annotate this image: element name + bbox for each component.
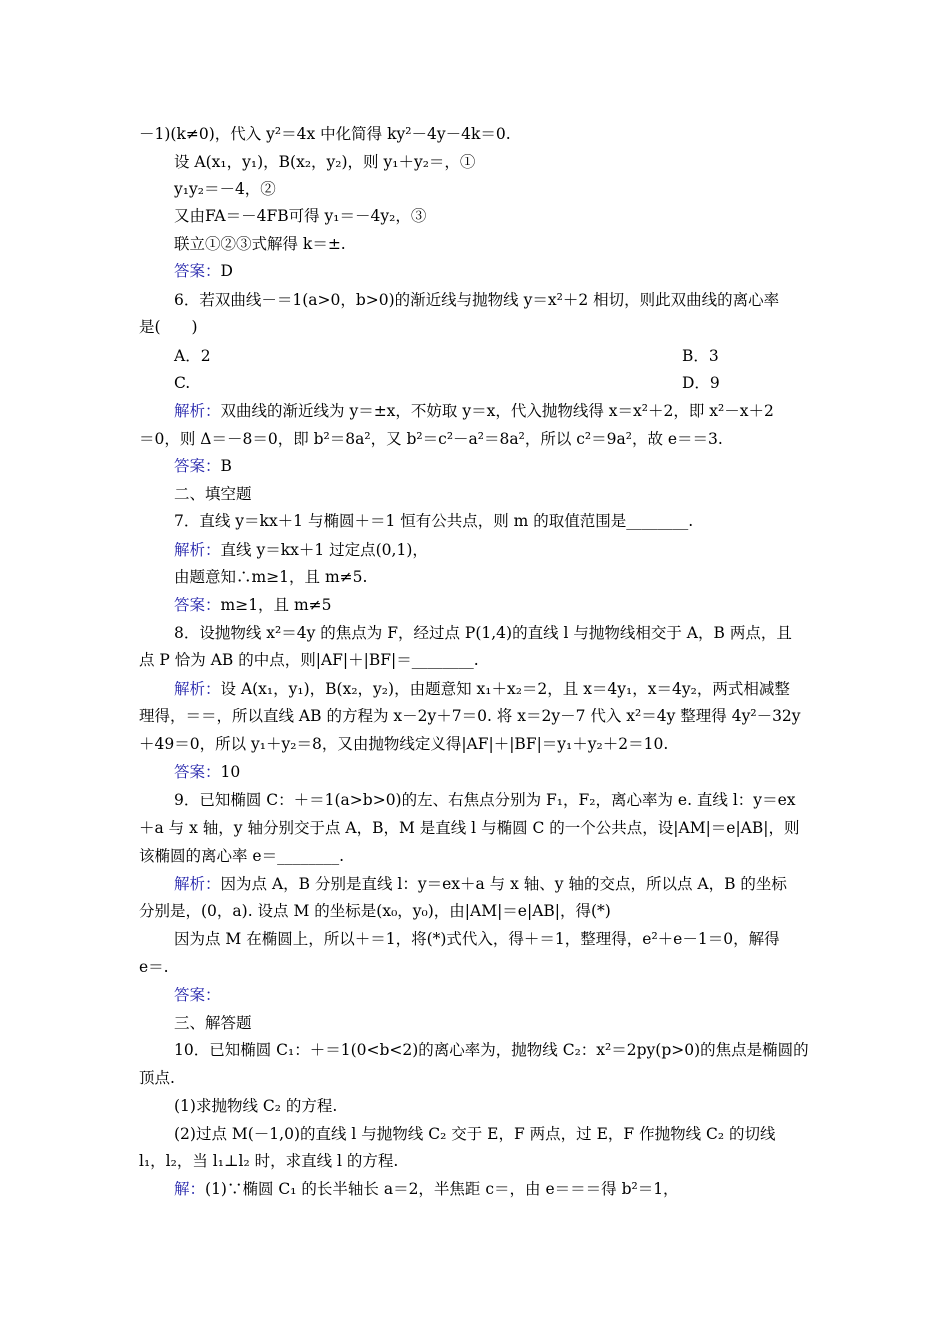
section-heading: 二、填空题 xyxy=(174,485,252,503)
text-line: 是( ) xyxy=(139,318,198,336)
analysis-label: 解析： xyxy=(174,402,221,420)
text-line: ＋49＝0，所以 y₁＋y₂＝8，又由抛物线定义得|AF|＋|BF|＝y₁＋y₂＋2＝10. xyxy=(139,735,669,753)
option-row xyxy=(174,373,829,393)
text-line: 该椭圆的离心率 e＝________. xyxy=(139,847,345,865)
analysis-label: 解析： xyxy=(174,875,221,893)
text-line: ＋a 与 x 轴，y 轴分别交于点 A，B，M 是直线 l 与椭圆 C 的一个公共点，设|AM|＝e|AB|，则 xyxy=(139,819,800,837)
text-line: 理得，＝＝，所以直线 AB 的方程为 x－2y＋7＝0. 将 x＝2y－7 代入 x²＝4y 整理得 4y²－32y xyxy=(139,707,801,725)
text-line: ＝0，则 Δ＝－8＝0，即 b²＝8a²，又 b²＝c²－a²＝8a²，所以 c²＝9a²，故 e＝＝3. xyxy=(139,430,723,448)
text-line: e＝. xyxy=(139,958,169,976)
text-line: 因为点 M 在椭圆上，所以＋＝1，将(*)式代入，得＋＝1，整理得，e²＋e－1＝0，解得 xyxy=(174,930,780,948)
answer-label: 答案： xyxy=(174,763,221,781)
analysis-label: 解析： xyxy=(174,680,221,698)
text-line: 又由FA＝－4FB可得 y₁＝－4y₂，③ xyxy=(174,207,427,225)
question-8: 8．设抛物线 x²＝4y 的焦点为 F，经过点 P(1,4)的直线 l 与抛物线相交于 A，B 两点，且 xyxy=(174,624,792,642)
answer-line: 答案：10 xyxy=(174,763,241,781)
text-line: (1)求抛物线 C₂ 的方程. xyxy=(174,1097,338,1115)
answer-label: 答案： xyxy=(174,457,221,475)
answer-line: 答案：D xyxy=(174,262,233,280)
answer-label: 答案： xyxy=(174,986,221,1004)
answer-line: 答案：m≥1，且 m≠5 xyxy=(174,596,332,614)
text-line: l₁，l₂，当 l₁⊥l₂ 时，求直线 l 的方程. xyxy=(139,1152,399,1170)
option-c: C. xyxy=(174,374,191,392)
text-line: －1)(k≠0)，代入 y²＝4x 中化简得 ky²－4y－4k＝0. xyxy=(139,125,511,143)
answer-line: 答案：B xyxy=(174,457,232,475)
text-line: y₁y₂＝－4，② xyxy=(174,180,276,198)
analysis-line: 解析：设 A(x₁，y₁)，B(x₂，y₂)，由题意知 x₁＋x₂＝2，且 x＝4y₁，x＝4y₂，两式相减整 xyxy=(174,680,790,698)
answer-line xyxy=(174,985,829,1005)
question-6: 6．若双曲线－＝1(a>0，b>0)的渐近线与抛物线 y＝x²＋2 相切，则此双曲线的离心率 xyxy=(174,291,780,309)
analysis-line: 解析：双曲线的渐近线为 y＝±x，不妨取 y＝x，代入抛物线得 x＝x²＋2，即 x²－x＋2 xyxy=(174,402,774,420)
option-d: D．9 xyxy=(682,374,720,392)
text-line: 分别是，(0，a). 设点 M 的坐标是(x₀，y₀)，由|AM|＝e|AB|，得(*) xyxy=(139,902,611,920)
answer-label: 答案： xyxy=(174,596,221,614)
analysis-label: 解析： xyxy=(174,541,221,559)
analysis-line: 解析：直线 y＝kx＋1 过定点(0,1)， xyxy=(174,541,428,559)
option-a: A．2 xyxy=(174,347,211,365)
question-10: 10．已知椭圆 C₁：＋＝1(0<b<2)的离心率为，抛物线 C₂：x²＝2py(p>0)的焦点是椭圆的 xyxy=(174,1041,809,1059)
question-9: 9．已知椭圆 C：＋＝1(a>b>0)的左、右焦点分别为 F₁，F₂，离心率为 e. 直线 l：y＝ex xyxy=(174,791,796,809)
answer-label: 答案： xyxy=(174,262,221,280)
text-line: (2)过点 M(－1,0)的直线 l 与抛物线 C₂ 交于 E，F 两点，过 E，F 作抛物线 C₂ 的切线 xyxy=(174,1125,776,1143)
solution-line: 解：(1)∵椭圆 C₁ 的长半轴长 a＝2，半焦距 c＝，由 e＝＝＝得 b²＝1， xyxy=(174,1180,679,1198)
text-line: 联立①②③式解得 k＝±. xyxy=(174,235,346,253)
section-heading: 三、解答题 xyxy=(174,1014,252,1032)
text-line: 由题意知∴m≥1，且 m≠5. xyxy=(174,568,368,586)
analysis-line: 解析：因为点 A，B 分别是直线 l：y＝ex＋a 与 x 轴、y 轴的交点，所以点 A，B 的坐标 xyxy=(174,875,787,893)
text-line: 顶点. xyxy=(139,1069,175,1087)
option-row xyxy=(174,346,829,366)
question-7: 7．直线 y＝kx＋1 与椭圆＋＝1 恒有公共点，则 m 的取值范围是________. xyxy=(174,512,694,530)
text-line: 点 P 恰为 AB 的中点，则|AF|＋|BF|＝________. xyxy=(139,651,479,669)
solution-label: 解： xyxy=(174,1180,206,1198)
option-b: B．3 xyxy=(682,347,719,365)
text-line: 设 A(x₁，y₁)，B(x₂，y₂)，则 y₁＋y₂＝，① xyxy=(174,153,476,171)
